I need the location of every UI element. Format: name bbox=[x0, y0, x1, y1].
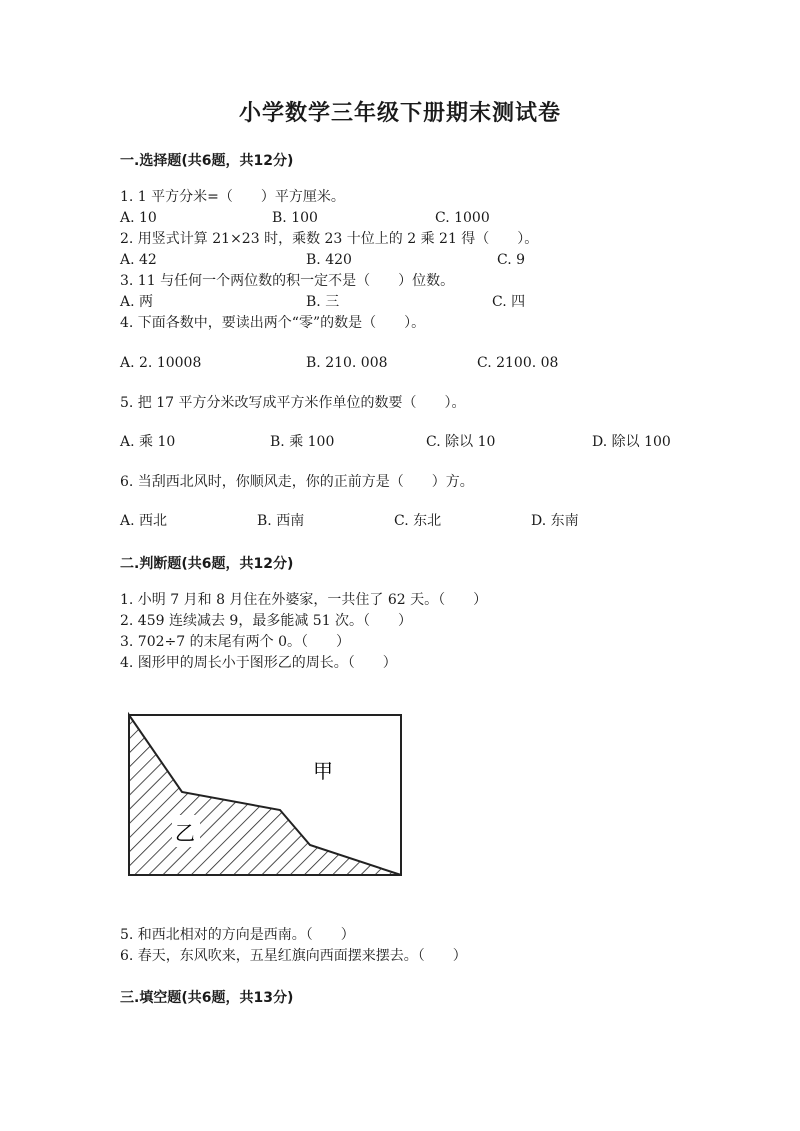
question-2-1: 1. 小明 7 月和 8 月住在外婆家，一共住了 62 天。（ ） bbox=[120, 592, 488, 608]
option-c: C. 2100. 08 bbox=[477, 355, 559, 371]
section-heading-fill: 三.填空题(共6题，共13分) bbox=[120, 990, 294, 1006]
option-b: B. 西南 bbox=[257, 513, 305, 529]
option-b: B. 100 bbox=[272, 210, 318, 226]
option-a: A. 10 bbox=[120, 210, 157, 226]
question-2-2: 2. 459 连续减去 9，最多能减 51 次。（ ） bbox=[120, 613, 413, 629]
option-d: D. 东南 bbox=[531, 513, 579, 529]
option-c: C. 东北 bbox=[394, 513, 442, 529]
option-a: A. 乘 10 bbox=[120, 434, 176, 450]
option-b: B. 乘 100 bbox=[270, 434, 335, 450]
question-1-3: 3. 11 与任何一个两位数的积一定不是（ ）位数。 bbox=[120, 273, 455, 289]
option-b: B. 三 bbox=[306, 294, 340, 310]
question-2-3: 3. 702÷7 的末尾有两个 0。（ ） bbox=[120, 634, 350, 650]
shape-yi-region bbox=[129, 715, 401, 875]
option-a: A. 西北 bbox=[120, 513, 168, 529]
label-jia: 甲 bbox=[313, 759, 333, 783]
section-heading-choice: 一.选择题(共6题，共12分) bbox=[120, 153, 294, 169]
label-yi: 乙 bbox=[175, 821, 195, 845]
question-2-4: 4. 图形甲的周长小于图形乙的周长。（ ） bbox=[120, 655, 397, 671]
question-1-6: 6. 当刮西北风时，你顺风走，你的正前方是（ ）方。 bbox=[120, 474, 474, 490]
option-a: A. 2. 10008 bbox=[120, 355, 202, 371]
question-1-4: 4. 下面各数中，要读出两个“零”的数是（ ）。 bbox=[120, 315, 426, 331]
option-b: B. 210. 008 bbox=[306, 355, 388, 371]
question-2-6: 6. 春天，东风吹来，五星红旗向西面摆来摆去。（ ） bbox=[120, 948, 467, 964]
question-1-1: 1. 1 平方分米=（ ）平方厘米。 bbox=[120, 189, 345, 205]
question-2-5: 5. 和西北相对的方向是西南。（ ） bbox=[120, 927, 355, 943]
perimeter-figure bbox=[120, 705, 410, 885]
option-b: B. 420 bbox=[306, 252, 352, 268]
option-c: C. 9 bbox=[497, 252, 526, 268]
option-c: C. 四 bbox=[492, 294, 526, 310]
question-1-5: 5. 把 17 平方分米改写成平方米作单位的数要（ ）。 bbox=[120, 395, 466, 411]
section-heading-judgement: 二.判断题(共6题，共12分) bbox=[120, 556, 294, 572]
option-a: A. 两 bbox=[120, 294, 154, 310]
option-c: C. 1000 bbox=[435, 210, 490, 226]
option-c: C. 除以 10 bbox=[426, 434, 496, 450]
option-d: D. 除以 100 bbox=[592, 434, 671, 450]
question-1-2: 2. 用竖式计算 21×23 时，乘数 23 十位上的 2 乘 21 得（ ）。 bbox=[120, 231, 539, 247]
option-a: A. 42 bbox=[120, 252, 157, 268]
page-title: 小学数学三年级下册期末测试卷 bbox=[238, 101, 561, 126]
